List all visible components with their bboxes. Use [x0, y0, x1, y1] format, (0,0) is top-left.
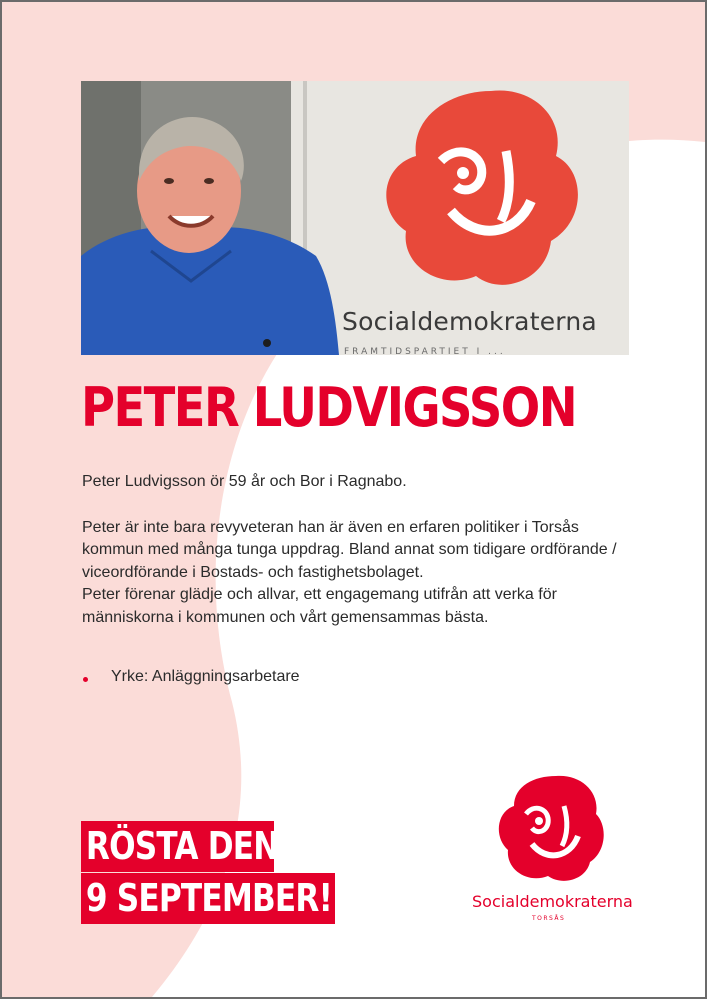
vote-text: 9 SEPTEMBER!: [85, 876, 332, 920]
candidate-photo: [81, 81, 629, 355]
rose-icon: [496, 774, 606, 884]
candidate-bio: [82, 471, 642, 629]
bio-paragraph: Peter är inte bara revyveteran han är även en erfaren politiker i Torsås kommun med många tunga uppdrag. Bland annat som tidigare ordförande / viceordförande i Bostads- och fastighetsbolaget.: [82, 518, 617, 581]
bullet-icon: [83, 677, 88, 682]
vote-banner-line-2: [81, 873, 335, 924]
logo-name: Socialdemokraterna: [472, 892, 633, 911]
banner-subtext: FRAMTIDSPARTIET I ...: [344, 347, 506, 355]
vote-banner-line-1: [81, 821, 279, 872]
bio-paragraph: Peter förenar glädje och allvar, ett engagemang utifrån att verka för människorna i kommunen och vårt gemensammas bästa.: [82, 586, 557, 626]
logo-subtitle: TORSÅS: [532, 915, 566, 922]
bio-intro: Peter Ludvigsson ör 59 år och Bor i Ragnabo.: [82, 473, 407, 490]
candidate-name: PETER LUDVIGSSON: [81, 376, 577, 439]
vote-text: RÖSTA DEN: [85, 824, 279, 868]
banner-text: Socialdemokraterna: [342, 307, 597, 336]
list-item-label: Yrke: Anläggningsarbetare: [111, 668, 300, 685]
